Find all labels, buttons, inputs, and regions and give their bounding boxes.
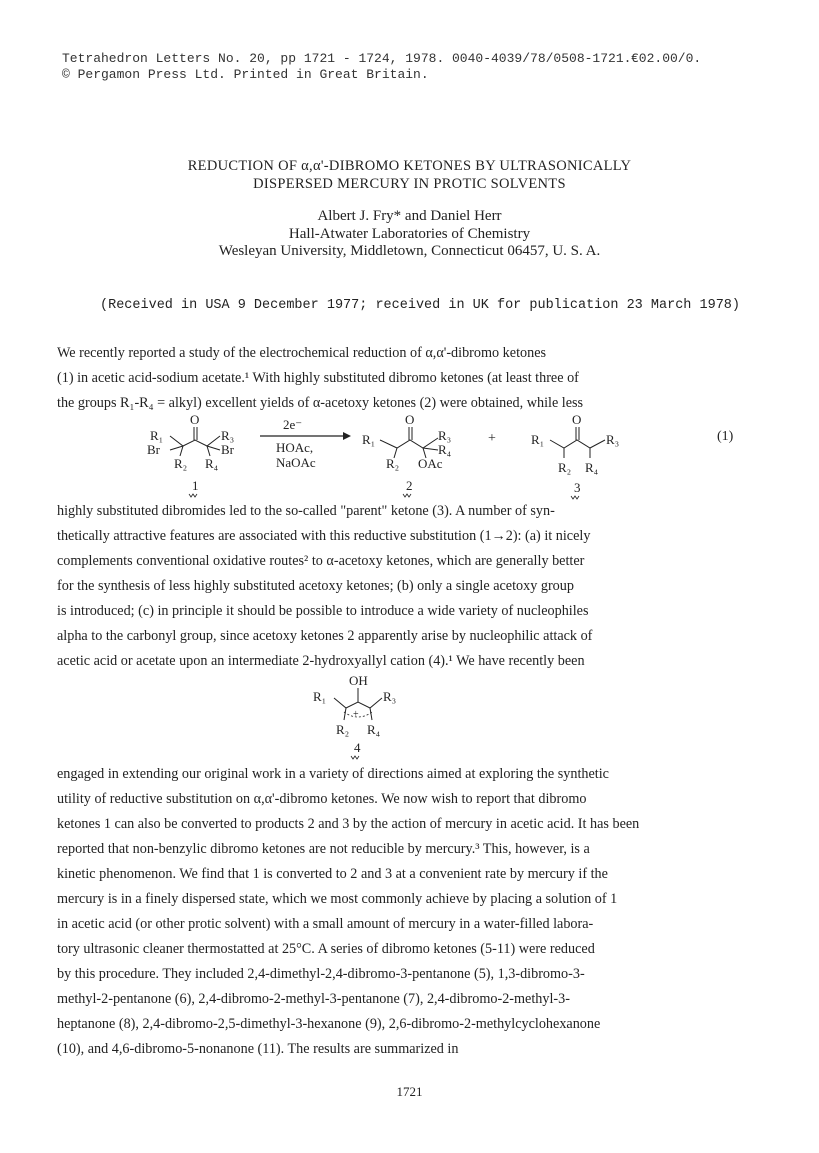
text-line: ketones 1 can also be converted to products 2 and 3 by the action of mercury in acetic acid. It has been bbox=[57, 816, 640, 832]
journal-citation: Tetrahedron Letters No. 20, pp 1721 - 1724, 1978. bbox=[62, 51, 445, 66]
r1-label: R₁ bbox=[362, 432, 376, 447]
publisher-line: © Pergamon Press Ltd. Printed in Great Britain. bbox=[62, 67, 429, 82]
paper-title-line-1: REDUCTION OF α,α'-DIBROMO KETONES BY ULTRASONICALLY bbox=[187, 158, 632, 174]
text-line: We recently reported a study of the electrochemical reduction of α,α'-dibromo ketones bbox=[57, 345, 547, 361]
oxygen-label: O bbox=[405, 412, 415, 427]
hydroxyl-label: OH bbox=[349, 673, 368, 688]
compound-number-4: 4 bbox=[354, 740, 361, 755]
r2-label: R₂ bbox=[386, 456, 400, 471]
text-line: thetically attractive features are associated with this reductive substitution (1→2): (a) it nicely bbox=[57, 528, 591, 544]
reaction-arrow bbox=[260, 417, 351, 470]
author-lab: Hall-Atwater Laboratories of Chemistry bbox=[288, 226, 531, 242]
oxygen-label: O bbox=[190, 412, 200, 427]
page-number: 1721 bbox=[396, 1084, 423, 1099]
text-line: for the synthesis of less highly substituted acetoxy ketones; (b) only a single acetoxy group bbox=[57, 578, 574, 594]
text-line: engaged in extending our original work in a variety of directions aimed at exploring the synthetic bbox=[57, 766, 609, 782]
r1-label: R₁ bbox=[313, 689, 327, 704]
text-line: by this procedure. They included 2,4-dimethyl-2,4-dibromo-3-pentanone (5), 1,3-dibromo-3- bbox=[57, 966, 585, 982]
reaction-scheme-1 bbox=[0, 410, 819, 500]
r3-label: R₃ bbox=[606, 432, 620, 447]
article-code: 0040-4039/78/0508-1721. bbox=[452, 51, 632, 66]
text-line: highly substituted dibromides led to the so-called "parent" ketone (3). A number of syn- bbox=[57, 503, 555, 519]
r2-label: R₂ bbox=[336, 722, 350, 737]
bromine-label: Br bbox=[147, 442, 160, 457]
text-line: (10), and 4,6-dibromo-5-nonanone (11). The results are summarized in bbox=[57, 1041, 459, 1057]
compound-number-1: 1 bbox=[192, 478, 199, 493]
text-line: kinetic phenomenon. We find that 1 is converted to 2 and 3 at a convenient rate by mercury if the bbox=[57, 866, 608, 882]
author-university: Wesleyan University, Middletown, Connecticut 06457, U. S. A. bbox=[218, 243, 601, 259]
compound-number-2: 2 bbox=[406, 478, 413, 493]
r4-label: R₄ bbox=[438, 442, 452, 457]
r4-label: R₄ bbox=[205, 456, 219, 471]
structure-compound-1 bbox=[147, 412, 235, 497]
text-line: the groups R₁-R₄ = alkyl) excellent yields of α-acetoxy ketones (2) were obtained, while less bbox=[57, 395, 584, 411]
reagent-hoac: HOAc, bbox=[276, 440, 314, 455]
structure-compound-3 bbox=[531, 412, 619, 499]
article-price: €02.00/0. bbox=[631, 51, 702, 66]
plus-sign: + bbox=[488, 431, 496, 446]
r1-label: R₁ bbox=[531, 432, 545, 447]
text-line: in acetic acid (or other protic solvent) with a small amount of mercury in a water-filled labora- bbox=[57, 916, 594, 932]
author-names: Albert J. Fry* and Daniel Herr bbox=[317, 208, 502, 224]
oxygen-label: O bbox=[572, 412, 582, 427]
reagent-naoac: NaOAc bbox=[276, 455, 316, 470]
text-line: utility of reductive substitution on α,α'-dibromo ketones. We now wish to report that dibromo bbox=[57, 791, 587, 807]
text-line: (1) in acetic acid-sodium acetate.¹ With highly substituted dibromo ketones (at least three of bbox=[57, 370, 579, 386]
r3-label: R₃ bbox=[221, 428, 235, 443]
r3-label: R₃ bbox=[438, 428, 452, 443]
received-dates: (Received in USA 9 December 1977; received in UK for publication 23 March 1978) bbox=[100, 298, 741, 313]
cation-charge: + bbox=[353, 709, 359, 720]
bromine-label: Br bbox=[221, 442, 234, 457]
structure-compound-4 bbox=[300, 672, 420, 762]
r4-label: R₄ bbox=[585, 460, 599, 475]
text-line: complements conventional oxidative routes² to α-acetoxy ketones, which are generally better bbox=[57, 553, 585, 569]
text-line: mercury is in a finely dispersed state, which we most commonly achieve by placing a solution of 1 bbox=[57, 891, 618, 907]
structure-compound-2 bbox=[362, 412, 452, 497]
compound-number-3: 3 bbox=[574, 480, 581, 495]
text-line: methyl-2-pentanone (6), 2,4-dibromo-2-methyl-3-pentanone (7), 2,4-dibromo-2-methyl-3- bbox=[57, 991, 570, 1007]
paper-title-line-2: DISPERSED MERCURY IN PROTIC SOLVENTS bbox=[253, 176, 566, 192]
r2-label: R₂ bbox=[558, 460, 572, 475]
text-line: reported that non-benzylic dibromo ketones are not reducible by mercury.³ This, however, is a bbox=[57, 841, 590, 857]
r3-label: R₃ bbox=[383, 689, 397, 704]
equation-number: (1) bbox=[717, 429, 734, 444]
text-line: acetic acid or acetate upon an intermediate 2-hydroxyallyl cation (4).¹ We have recently been bbox=[57, 653, 585, 669]
text-line: is introduced; (c) in principle it should be possible to introduce a wide variety of nucleophiles bbox=[57, 603, 589, 619]
text-line: heptanone (8), 2,4-dibromo-2,5-dimethyl-3-hexanone (9), 2,6-dibromo-2-methylcyclohexanone bbox=[57, 1016, 601, 1032]
r1-label: R₁ bbox=[150, 428, 164, 443]
text-line: alpha to the carbonyl group, since acetoxy ketones 2 apparently arise by nucleophilic attack of bbox=[57, 628, 593, 644]
reagent-electrons: 2e⁻ bbox=[283, 417, 303, 432]
acetoxy-label: OAc bbox=[418, 456, 443, 471]
r4-label: R₄ bbox=[367, 722, 381, 737]
r2-label: R₂ bbox=[174, 456, 188, 471]
text-line: tory ultrasonic cleaner thermostatted at 25°C. A series of dibromo ketones (5-11) were reduced bbox=[57, 941, 595, 957]
